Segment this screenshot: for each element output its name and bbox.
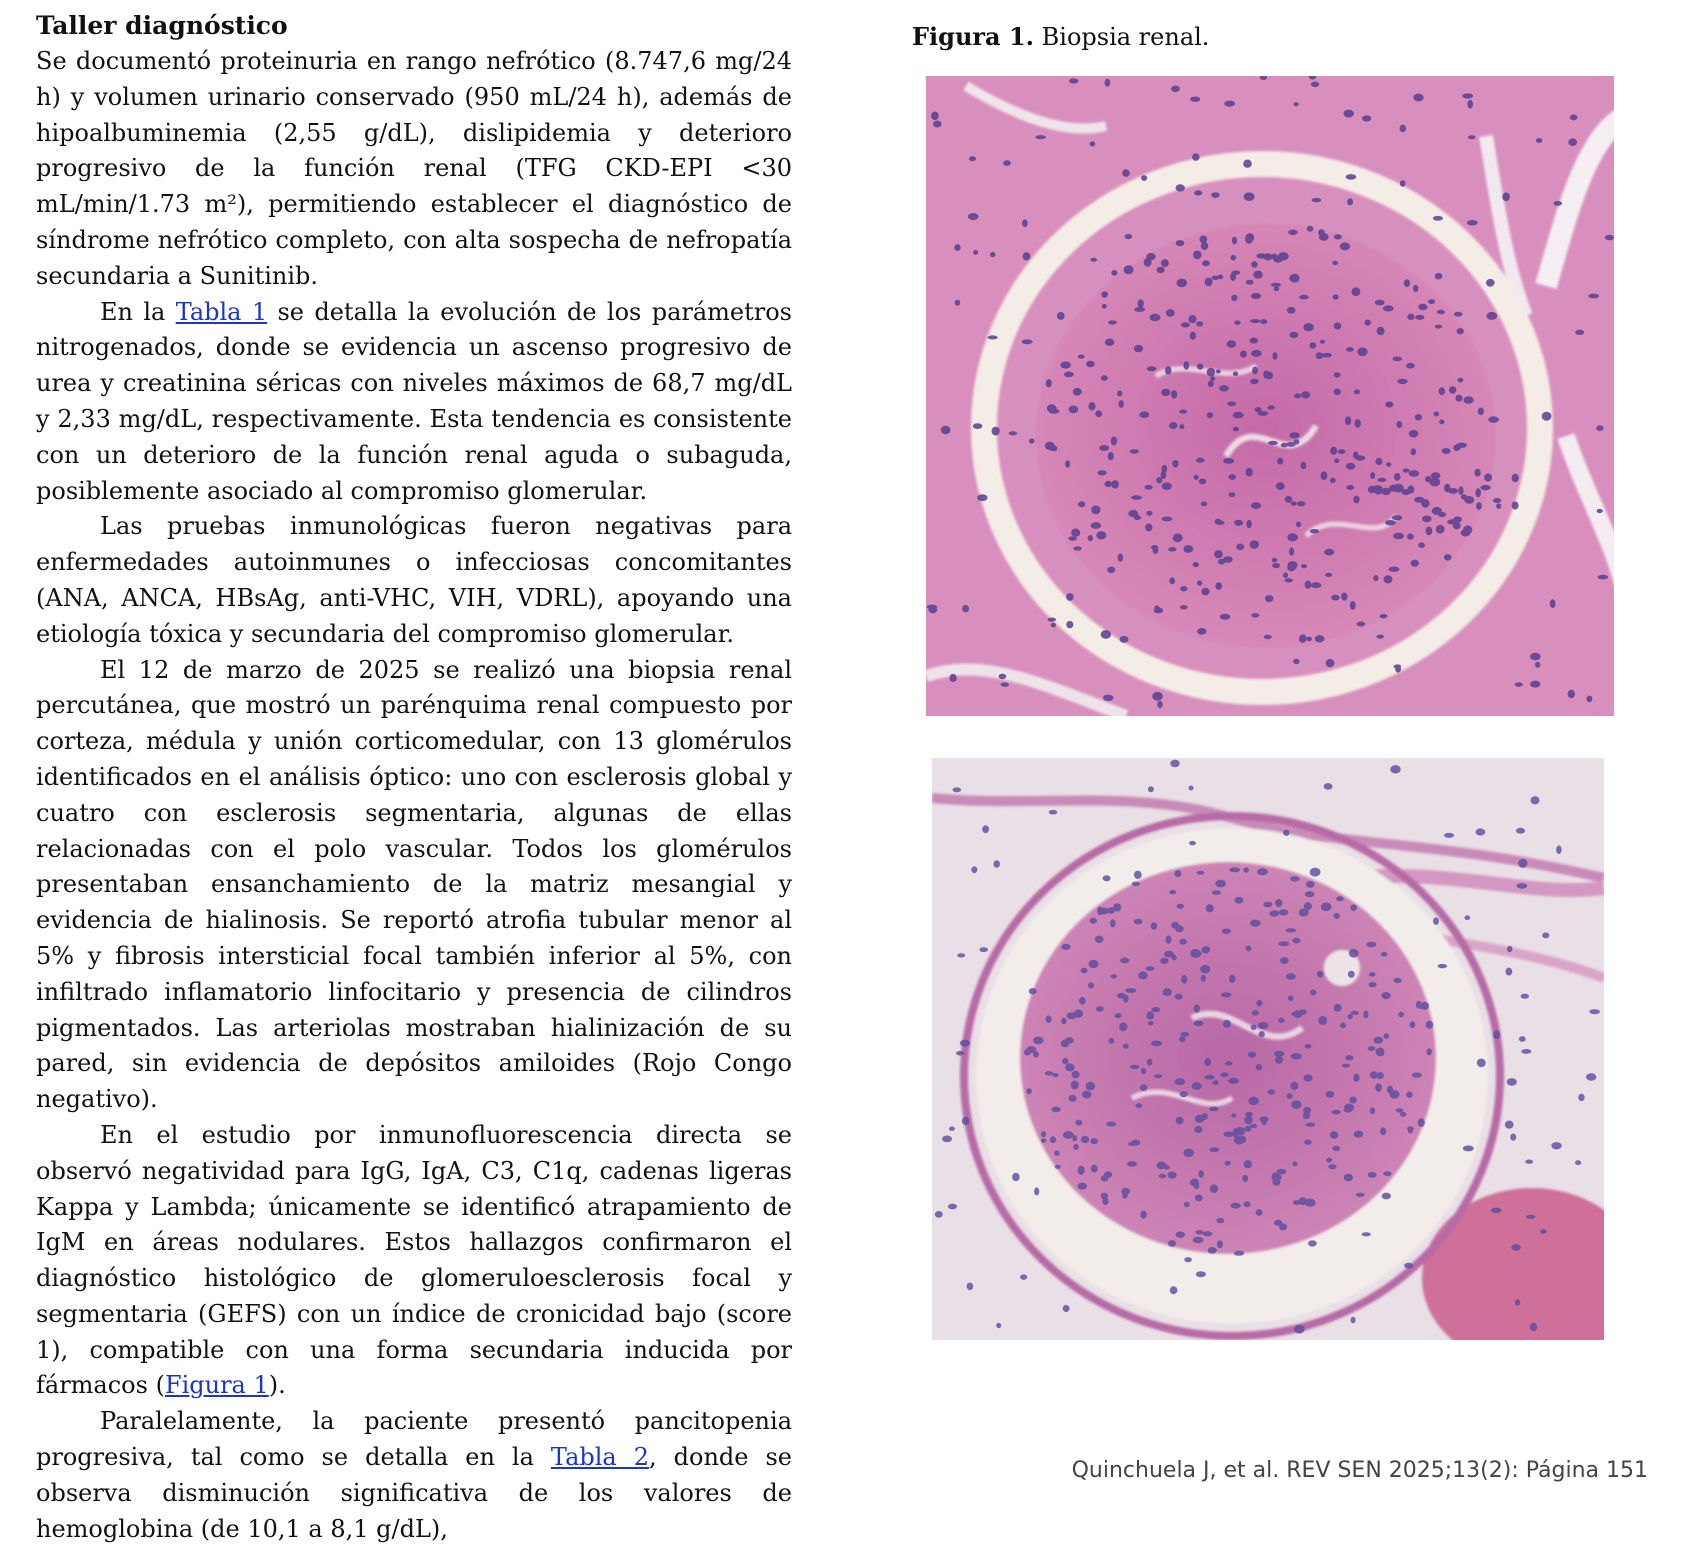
section-heading: Taller diagnóstico [36,11,288,40]
tabla-1-link[interactable]: Tabla 1 [175,297,268,326]
page-footer: Quinchuela J, et al. REV SEN 2025;13(2): Página 151 [1071,1458,1648,1483]
paragraph-1: Se documentó proteinuria en rango nefrótico (8.747,6 mg/24 h) y volumen urinario conservado (950 mL/24 h), además de hipoalbuminemia (2,55 g/dL), dislipidemia y deterioro progresivo de la función renal (TFG CKD-EPI <30 mL/min/1.73 m²), permitiendo establecer el diagnóstico de síndrome nefrótico completo, con alta sospecha de nefropatía secundaria a Sunitinib. [36,47,792,290]
paragraph-3: Las pruebas inmunológicas fueron negativas para enfermedades autoinmunes o infecciosas concomitantes (ANA, ANCA, HBsAg, anti-VHC, VIH, VDRL), apoyando una etiología tóxica y secundaria del compromiso glomerular. [36,512,792,648]
figura-1-link[interactable]: Figura 1 [164,1371,269,1400]
paragraph-6: Paralelamente, la paciente presentó pancitopenia progresiva, tal como se detalla en la Tabla 2, donde se observa disminución significativa de los valores de hemoglobina (de 10,1 a 8,1 g/dL), [36,1407,792,1543]
paragraph-4: El 12 de marzo de 2025 se realizó una biopsia renal percutánea, que mostró un parénquima renal compuesto por corteza, médula y unión corticomedular, con 13 glomérulos identificados en el análisis óptico: uno con esclerosis global y cuatro con esclerosis segmentaria, algunas de ellas relacionadas con el polo vascular. Todos los glomérulos presentaban ensanchamiento de la matriz mesangial y evidencia de hialinosis. Se reportó atrofia tubular menor al 5% y fibrosis intersticial focal también inferior al 5%, con infiltrado inflamatorio linfocitario y presencia de cilindros pigmentados. Las arteriolas mostraban hialinización de su pared, sin evidencia de depósitos amiloides (Rojo Congo negativo). [36,655,792,1114]
tabla-2-link[interactable]: Tabla 2 [550,1443,649,1472]
figure-caption [912,20,1209,54]
paragraph-2: En la Tabla 1 se detalla la evolución de los parámetros nitrogenados, donde se evidencia un ascenso progresivo de urea y creatinina séricas con niveles máximos de 68,7 mg/dL y 2,33 mg/dL, respectivamente. Esta tendencia es consistente con un deterioro de la función renal aguda o subaguda, posiblemente asociado al compromiso glomerular. [36,297,793,505]
biopsy-micrograph-bottom [932,758,1604,1340]
biopsy-micrograph-top [926,76,1614,716]
figure-caption-text: Biopsia renal. [1034,23,1210,51]
figure-label: Figura 1. [912,22,1034,51]
article-body [36,8,792,1547]
paragraph-5: En el estudio por inmunofluorescencia directa se observó negatividad para IgG, IgA, C3, C1q, cadenas ligeras Kappa y Lambda; únicamente se identificó atrapamiento de IgM en áreas nodulares. Estos hallazgos confirmaron el diagnóstico histológico de glomeruloesclerosis focal y segmentaria (GEFS) con un índice de cronicidad bajo (score 1), compatible con una forma secundaria inducida por fármacos (Figura 1). [36,1120,792,1400]
